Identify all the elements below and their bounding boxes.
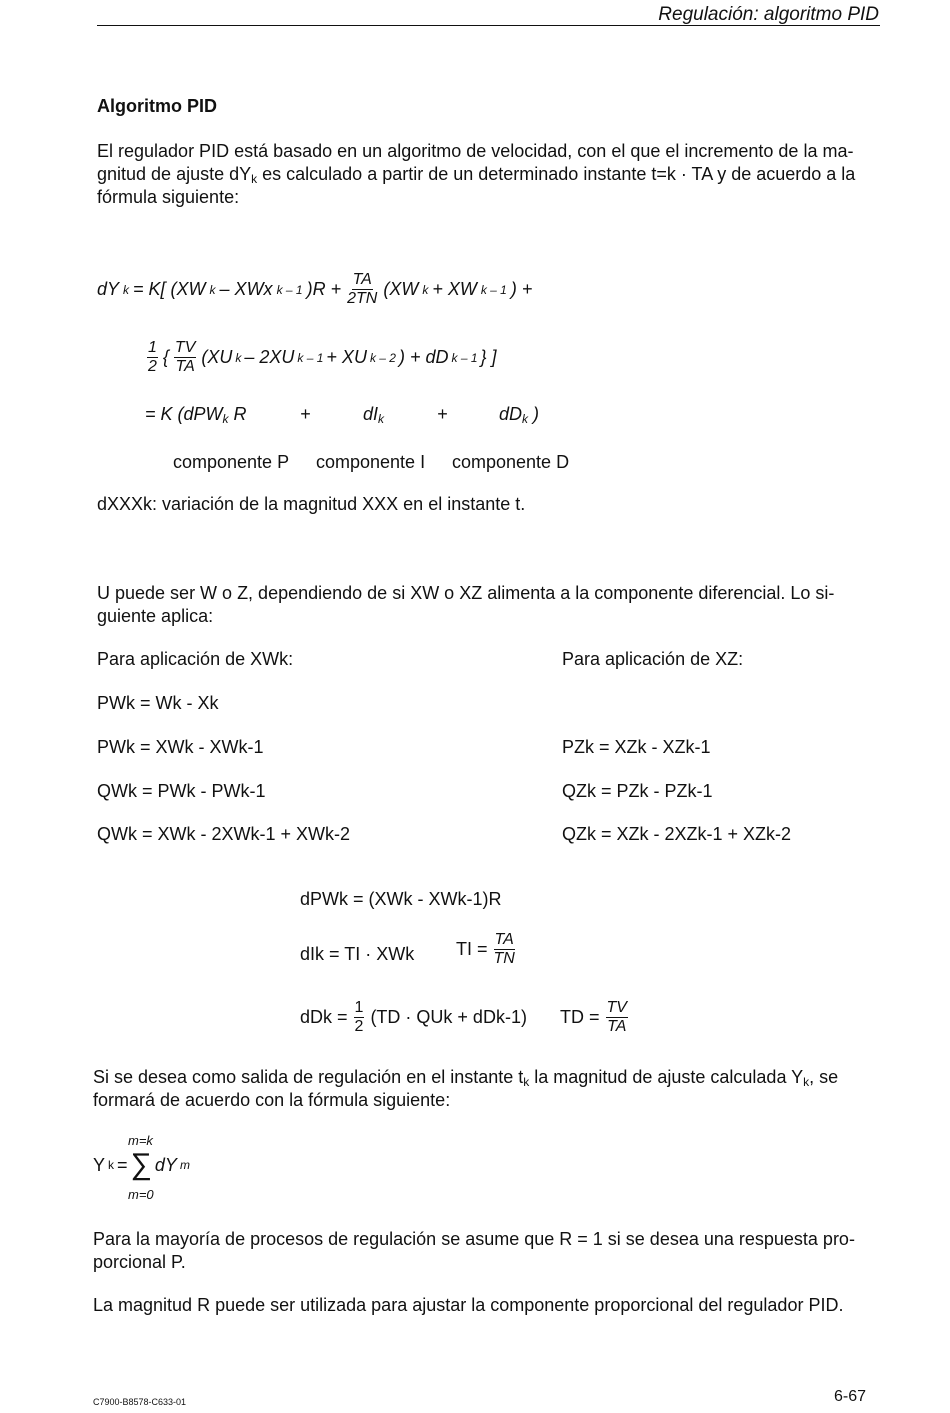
- fraction-ta-2tn: $\frac{TA}{2TN}$: [347, 271, 378, 307]
- running-header: Regulación: algoritmo PID: [658, 4, 879, 25]
- eq-di: dIk = TI · XWk: [300, 944, 415, 964]
- last-paragraph: La magnitud R puede ser utilizada para ajustar la componente proporcional del regulador PID.: [93, 1295, 844, 1315]
- right-eq-2: PZk = XZk - XZk-1: [562, 737, 711, 757]
- formula-line-1: dY k = K[ (XW k – XWx k – 1 )R + $\frac{TA}{2TN}$ (XW k + XW k – 1 ) +: [97, 271, 533, 307]
- label-componente-p: componente P: [173, 452, 290, 472]
- left-eq-3: QWk = PWk - PWk-1: [97, 781, 266, 801]
- left-col-title: Para aplicación de XWk:: [97, 649, 294, 669]
- note-dxxx: dXXXk: variación de la magnitud XXX en el instante t.: [97, 494, 526, 514]
- right-col-title: Para aplicación de XZ:: [562, 649, 744, 669]
- fraction-one-half-dd: $\frac{1}{2}$: [354, 999, 364, 1035]
- eq-dd: dDk = $\frac{1}{2}$ (TD · QUk + dDk-1): [300, 999, 527, 1035]
- left-eq-2: PWk = XWk - XWk-1: [97, 737, 264, 757]
- sum-formula: Y k = ∑ dY m: [93, 1148, 190, 1181]
- left-eq-1: PWk = Wk - Xk: [97, 693, 219, 713]
- sum-lower-limit: m=0: [128, 1187, 154, 1202]
- intro-paragraph: [97, 140, 855, 209]
- footer-page-number: 6-67: [834, 1388, 867, 1405]
- u-paragraph: [97, 582, 834, 628]
- intro-line-3: fórmula siguiente:: [97, 187, 240, 207]
- r-line-1: Para la mayoría de procesos de regulación se asume que R = 1 si se desea una respuesta pro-: [93, 1229, 855, 1249]
- intro-line-2: gnitud de ajuste $dY_k$ es calculado a partir de un determinado instante t=k · TA y de acuerdo a la: [97, 164, 856, 186]
- r-line-2: porcional P.: [93, 1252, 186, 1272]
- right-eq-4: QZk = XZk - 2XZk-1 + XZk-2: [562, 824, 792, 844]
- formula-line-3: = K (dPW$_k$ R + $dI_k$ + $dD_k$ ): [145, 404, 540, 426]
- fraction-one-half: $\frac{1}{2}$: [148, 339, 157, 375]
- formula-line-2: $\frac{1}{2}$ { $\frac{TV}{TA}$ (XU k – 2XU k – 1 + XU k – 2 ) + dD k – 1 } ]: [148, 339, 497, 375]
- fraction-tv-ta-td: $\frac{TV}{TA}$: [606, 999, 627, 1035]
- label-componente-i: componente I: [316, 452, 426, 472]
- intro-line-1: El regulador PID está basado en un algoritmo de velocidad, con el que el incremento de la ma-: [97, 141, 854, 161]
- section-heading: Algoritmo PID: [97, 96, 217, 116]
- output-paragraph: [93, 1066, 838, 1112]
- r-paragraph: [93, 1228, 855, 1274]
- u-line-1: U puede ser W o Z, dependiendo de si XW o XZ alimenta a la componente diferencial. Lo si-: [97, 583, 835, 603]
- right-eq-3: QZk = PZk - PZk-1: [562, 781, 713, 801]
- footer-doc-code: C7900-B8578-C633-01: [93, 1397, 187, 1407]
- sum-upper-limit: m=k: [128, 1133, 153, 1148]
- fraction-tv-ta: $\frac{TV}{TA}$: [174, 339, 196, 375]
- eq-dpw: dPWk = (XWk - XWk-1)R: [300, 889, 502, 909]
- header-rule: [97, 25, 880, 26]
- label-componente-d: componente D: [452, 452, 570, 472]
- sigma-symbol: ∑: [130, 1148, 152, 1181]
- output-line-1: Si se desea como salida de regulación en el instante $t_k$ la magnitud de ajuste calculada $Y_k$, se: [93, 1067, 839, 1089]
- output-line-2: formará de acuerdo con la fórmula siguiente:: [93, 1090, 451, 1110]
- u-line-2: guiente aplica:: [97, 606, 214, 626]
- eq-td: TD = $\frac{TV}{TA}$: [560, 999, 627, 1035]
- fraction-ta-tn: $\frac{TA}{TN}$: [493, 931, 515, 967]
- left-eq-4: QWk = XWk - 2XWk-1 + XWk-2: [97, 824, 351, 844]
- eq-ti: TI = $\frac{TA}{TN}$: [456, 931, 515, 967]
